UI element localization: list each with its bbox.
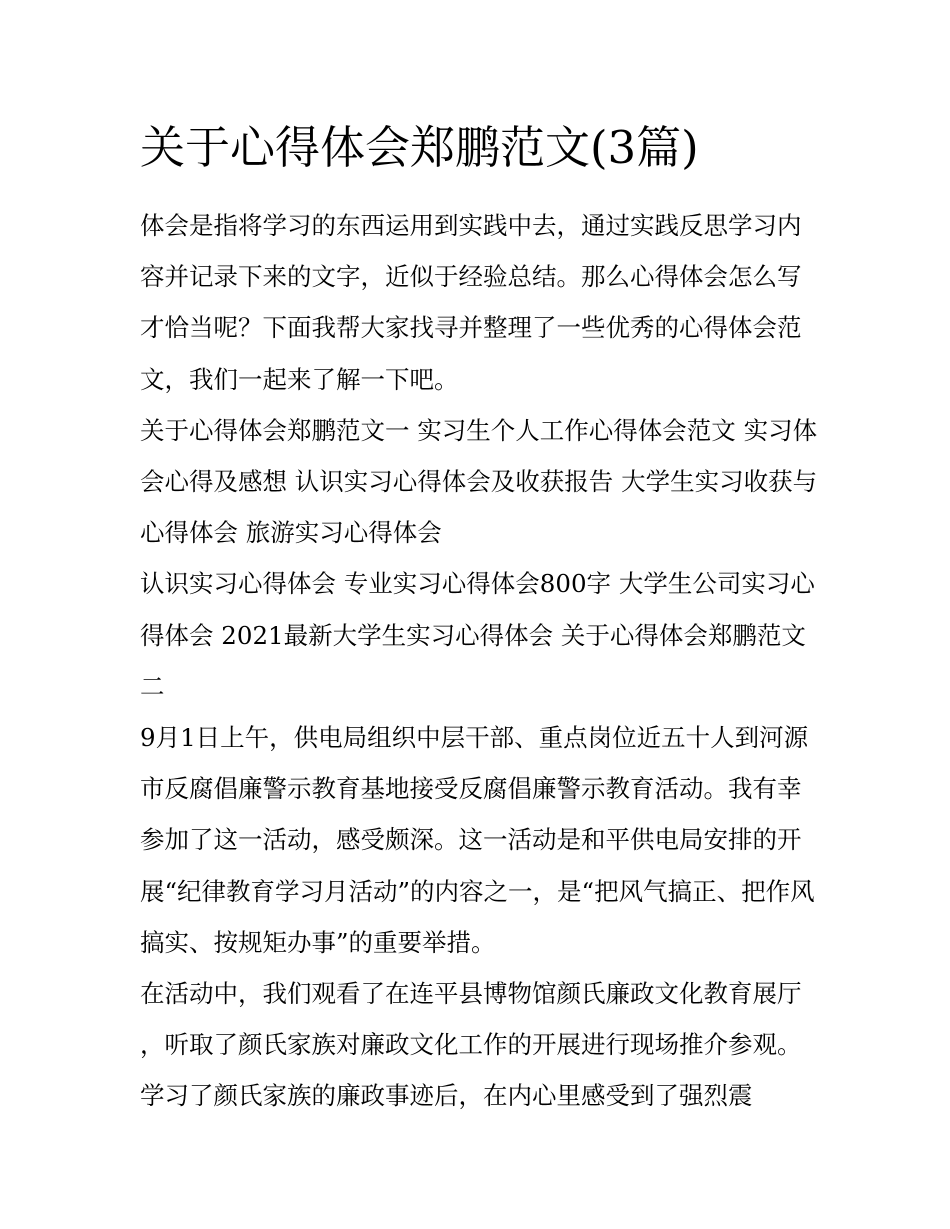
paragraph-museum: 在活动中，我们观看了在连平县博物馆颜氏廉政文化教育展厅，听取了颜氏家族对廉政文化工作的开展进行现场推介参观。学习了颜氏家族的廉政事迹后，在内心里感受到了强烈震 [140, 979, 802, 1111]
paragraph-intro: 体会是指将学习的东西运用到实践中去，通过实践反思学习内容并记录下来的文字，近似于经验总结。那么心得体会怎么写才恰当呢？下面我帮大家找寻并整理了一些优秀的心得体会范文，我们一起来了解一下吧。 [140, 211, 802, 394]
paragraph-list-one: 关于心得体会郑鹏范文一 实习生个人工作心得体会范文 实习体会心得及感想 认识实习心得体会及收获报告 大学生实习收获与心得体会 旅游实习心得体会 [140, 415, 818, 548]
document-body [140, 200, 820, 1122]
document-title: 关于心得体会郑鹏范文(3篇) [140, 121, 699, 174]
paragraph-list-two: 认识实习心得体会 专业实习心得体会800字 大学生公司实习心得体会 2021最新大学生实习心得体会 关于心得体会郑鹏范文二 [140, 569, 815, 701]
paragraph-activity: 9月1日上午，供电局组织中层干部、重点岗位近五十人到河源市反腐倡廉警示教育基地接受反腐倡廉警示教育活动。我有幸参加了这一活动，感受颇深。这一活动是和平供电局安排的开展“纪律教育学习月活动”的内容之一，是“把风气搞正、把作风搞实、按规矩办事”的重要举措。 [140, 723, 815, 957]
